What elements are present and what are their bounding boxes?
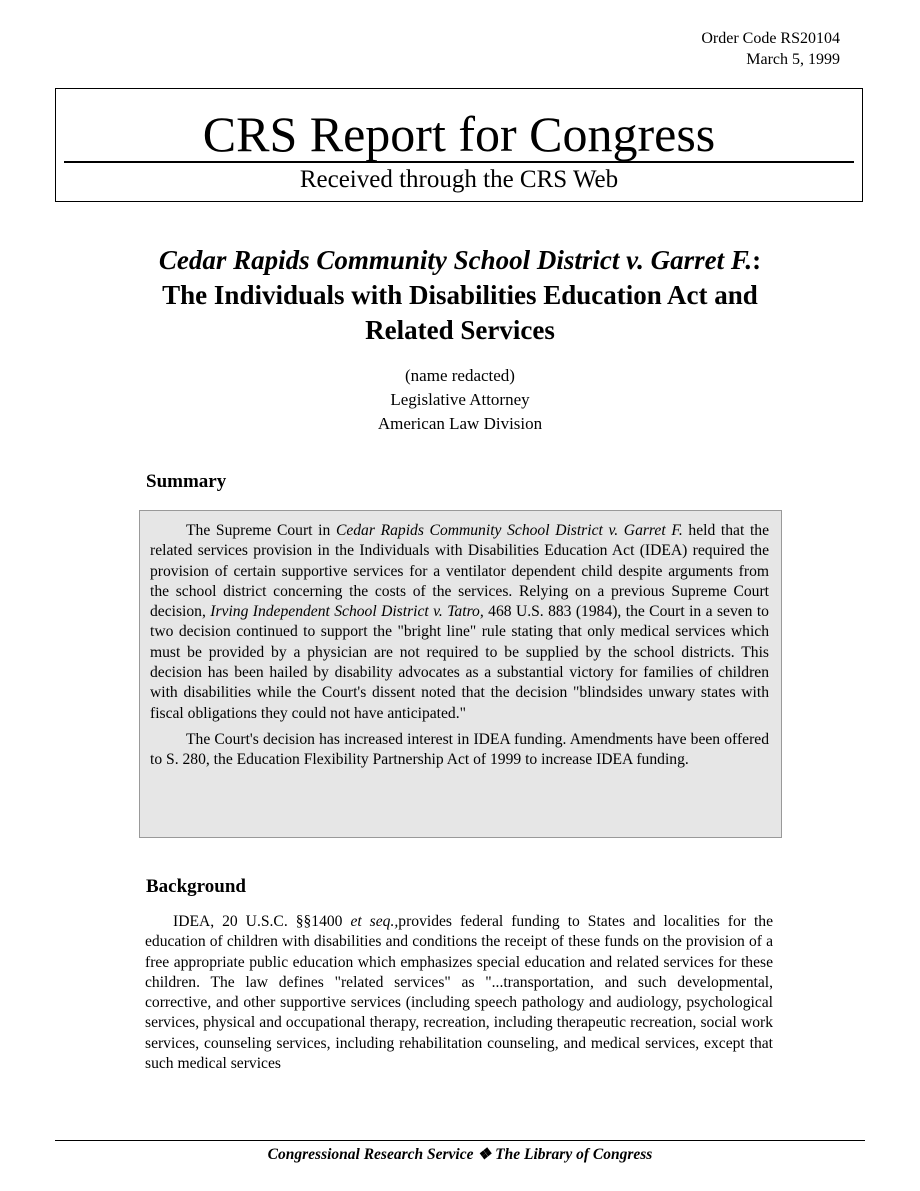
author-division: American Law Division [377,414,543,433]
footer-crs: Congressional Research Service [267,1146,474,1163]
author-block [0,364,920,436]
order-info [701,28,840,70]
report-header-subtitle: Received through the CRS Web [299,166,619,193]
summary-heading: Summary [146,471,227,492]
summary-paragraph-2: The Court's decision has increased interest in IDEA funding. Amendments have been offered to S. 280, the Education Flexibility Partnership Act of 1999 to increase IDEA funding. [150,730,769,769]
header-divider [64,161,854,163]
document-title [140,243,780,348]
summary-text: 468 U.S. 883 (1984), the Court in a seven to two decision continued to support the "bright line" rule stating that only medical services which must be provided by a physician are not required to be supplied by the school districts. This decision has been hailed by disability advocates as a substantial victory for families of children with disabilities while the Court's dissent noted that the decision "blindsides unwary states with fiscal obligations they could not have anticipated." [150,603,769,722]
author-name: (name redacted) [405,366,515,385]
body-text: provides federal funding to States and localities for the education of children with disabilities and conditions the receipt of these funds on the provision of a free appropriate public education which emphasizes special education and related services for these children. The law defines "related services" as "...transportation, and such developmental, corrective, and other supportive services (including speech pathology and audiology, psychological services, physical and occupational therapy, recreation, including therapeutic recreation, social work services, counseling services, including rehabilitation counseling, and medical services, except that such medical services [145,913,773,1073]
background-heading: Background [146,876,246,897]
footer-loc: The Library of Congress [495,1146,653,1163]
order-code: Order Code RS20104 [701,30,840,47]
document-title-rest: : The Individuals with Disabilities Education Act and Related Services [162,245,762,345]
summary-text: The Supreme Court in [186,522,336,539]
case-citation: Irving Independent School District v. Tatro, [210,603,484,621]
background-paragraph-1 [145,912,773,1074]
report-header [55,88,863,202]
report-date: March 5, 1999 [746,51,840,68]
page-footer [0,1145,920,1164]
footer-divider [55,1140,865,1141]
body-text: IDEA, 20 U.S.C. §§1400 [173,913,351,930]
document-title-case-name: Cedar Rapids Community School District v. Garret F. [158,245,753,275]
summary-box [139,510,782,838]
background-body [145,912,773,1074]
report-header-title: CRS Report for Congress [202,106,716,162]
author-position: Legislative Attorney [390,390,530,409]
diamond-icon: ❖ [477,1146,492,1163]
latin-phrase: et seq., [350,913,399,930]
summary-paragraph-1 [150,521,769,724]
case-citation: Cedar Rapids Community School District v. Garret F. [335,522,683,539]
summary-text: held that the related services provision in the Individuals with Disabilities Education Act (IDEA) required the provision of certain supportive services for a ventilator dependent child despite arguments from the school district concerning the costs of the services. Relying on a previous Supreme Court decision, [150,522,769,621]
